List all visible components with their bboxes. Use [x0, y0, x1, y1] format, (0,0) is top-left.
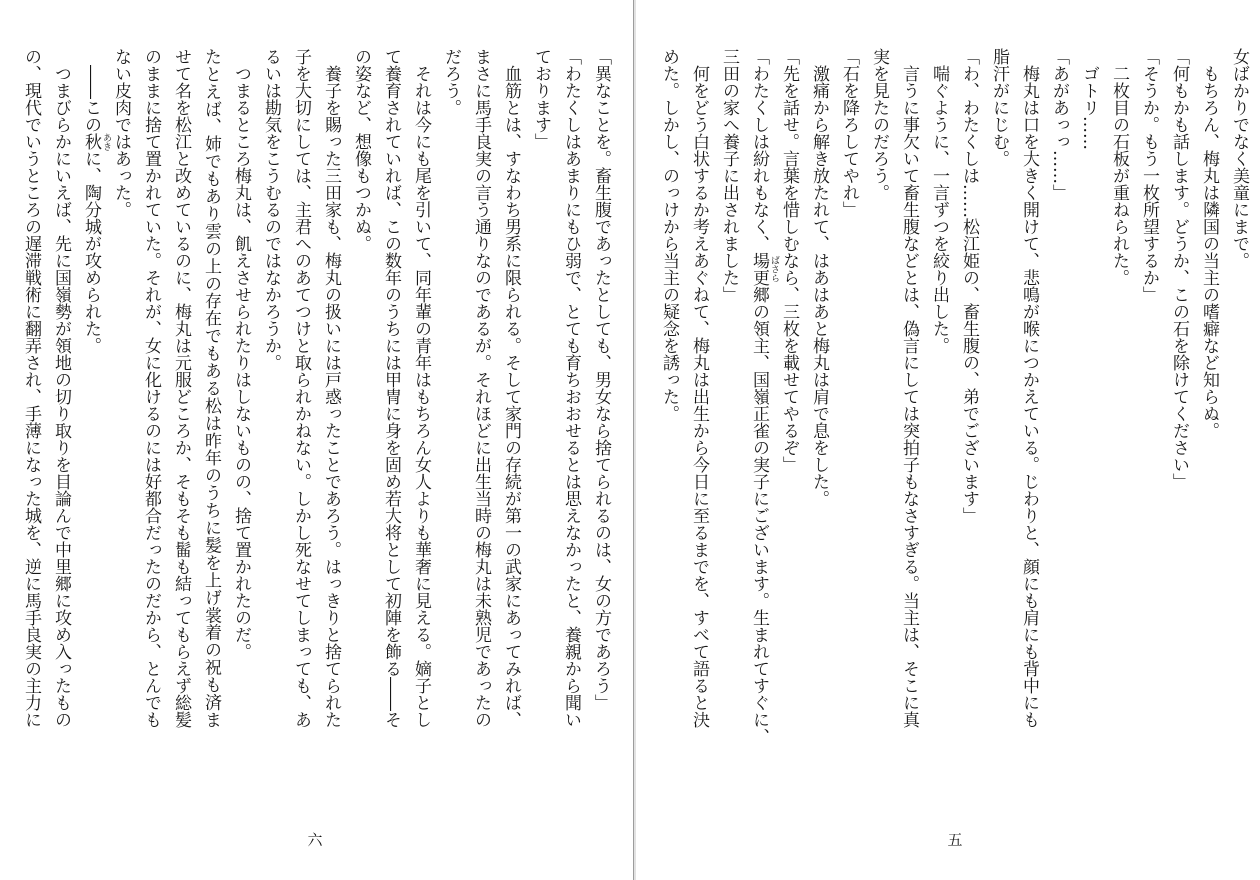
- text-line: るいは勘気をこうむるのではなかろうか。: [261, 48, 281, 371]
- text-line: 梅丸は口を大きく開けて、悲鳴が喉につかえている。じわりと、顔にも肩にも背中にも: [1019, 48, 1039, 728]
- text-line: 「わ、わたくしは……松江姫の、畜生腹の、弟でございます」: [959, 48, 979, 524]
- text-line: せて名を松江と改めているのに、梅丸は元服どころか、そもそも髷も結ってもらえず総髪: [171, 48, 191, 728]
- text-line: めた。しかし、のっけから当主の疑念を誘った。: [659, 48, 679, 422]
- text-line: 三田の家へ養子に出されました」: [719, 48, 739, 303]
- ruby-group: [749, 252, 779, 286]
- text-line: 「あがあっっ……」: [1049, 48, 1069, 201]
- text-line: つまるところ梅丸は、飢えさせられたりはしないものの、捨て置かれたのだ。: [231, 48, 251, 660]
- text-line: 喘ぐように、一言ずつを絞り出した。: [929, 48, 949, 354]
- text-line: 「何もかも話します。どうか、この石を除けてください」: [1169, 48, 1189, 490]
- text-line: 実を見たのだろう。: [869, 48, 889, 201]
- text-line: だろう。: [441, 48, 461, 116]
- text-line: 脂汗がにじむ。: [989, 48, 1009, 167]
- text-line: の、現代でいうところの遅滞戦術に翻弄され、手薄になった城を、逆に馬手良実の主力に: [21, 48, 41, 728]
- text-line: つまびらかにいえば、先に国嶺勢が領地の切り取りを目論んで中里郷に攻め入ったもの: [51, 48, 71, 728]
- text-segment: ――この: [81, 48, 101, 133]
- text-line: ない皮肉ではあった。: [111, 48, 131, 218]
- page-right: [636, 0, 1260, 880]
- text-line: て養育されていれば、この数年のうちには甲冑に身を固め若大将として初陣を飾る――そ: [381, 48, 401, 728]
- page-number: 六: [307, 831, 323, 849]
- text-line: もちろん、梅丸は隣国の当主の嗜癖など知らぬ。: [1199, 48, 1219, 439]
- text-line: 血筋とは、すなわち男系に限られる。そして家門の存続が第一の武家にあってみれば、: [501, 48, 521, 728]
- text-line: 何をどう白状するか考えあぐねて、梅丸は出生から今日に至るまでを、すべて語ると決: [689, 48, 709, 728]
- ruby-group: [81, 132, 111, 151]
- text-line: の姿など、想像もつかぬ。: [351, 48, 371, 252]
- text-line: 「先を話せ。言葉を惜しむなら、三枚を載せてやるぞ」: [779, 48, 799, 473]
- text-line: [744, 48, 779, 745]
- text-line: 「石を降ろしてやれ」: [839, 48, 859, 218]
- text-line: たとえば、姉でもあり雲の上の存在でもある松は昨年のうちに髪を上げ裳着の祝も済ま: [201, 48, 221, 728]
- ruby-annotation: ばさら: [769, 255, 779, 283]
- ruby-base: 場更: [749, 252, 769, 286]
- text-line: 子を大切にしては、主君へのあてつけと取られかねない。しかし死なせてしまっても、あ: [291, 48, 311, 728]
- text-line: ゴトリ……: [1079, 48, 1099, 150]
- right-page-text: [654, 48, 1254, 745]
- text-line: [76, 48, 111, 728]
- text-line: 「異なことを。畜生腹であったとしても、男女なら捨てられるのは、女の方であろう」: [591, 48, 611, 711]
- text-segment: に、陶分城が攻められた。: [81, 150, 101, 354]
- ruby-base: 秋: [81, 133, 101, 150]
- text-segment: 「わたくしは紛れもなく、: [749, 48, 769, 252]
- text-line: 二枚目の石板が重ねられた。: [1109, 48, 1129, 286]
- text-line: ております」: [531, 48, 551, 150]
- text-line: 養子を賜った三田家も、梅丸の扱いには戸惑ったことであろう。はっきりと捨てられた: [321, 48, 341, 728]
- text-line: それは今にも尾を引いて、同年輩の青年はもちろん女人よりも華奢に見える。嫡子とし: [411, 48, 431, 728]
- ruby-annotation: あき: [101, 132, 111, 151]
- page-number: 五: [947, 831, 963, 849]
- text-line: 「そうか。もう一枚所望するか」: [1139, 48, 1159, 303]
- text-line: 言うに事欠いて畜生腹などとは、偽言にしては突拍子もなさすぎる。当主は、そこに真: [899, 48, 919, 728]
- text-line: 女ばかりでなく美童にまで。: [1229, 48, 1249, 269]
- text-line: のままに捨て置かれていた。それが、女に化けるのには好都合だったのだから、とんでも: [141, 48, 161, 728]
- text-segment: 郷の領主、国嶺正雀の実子にございます。生まれてすぐに、: [749, 286, 769, 745]
- left-page-text: [16, 48, 616, 728]
- text-line: まさに馬手良実の言う通りなのであるが。それほどに出生当時の梅丸は未熟児であったの: [471, 48, 491, 728]
- text-line: 激痛から解き放たれて、はあはあと梅丸は肩で息をした。: [809, 48, 829, 507]
- text-line: 「わたくしはあまりにもひ弱で、とても育ちおおせるとは思えなかったと、養親から聞い: [561, 48, 581, 728]
